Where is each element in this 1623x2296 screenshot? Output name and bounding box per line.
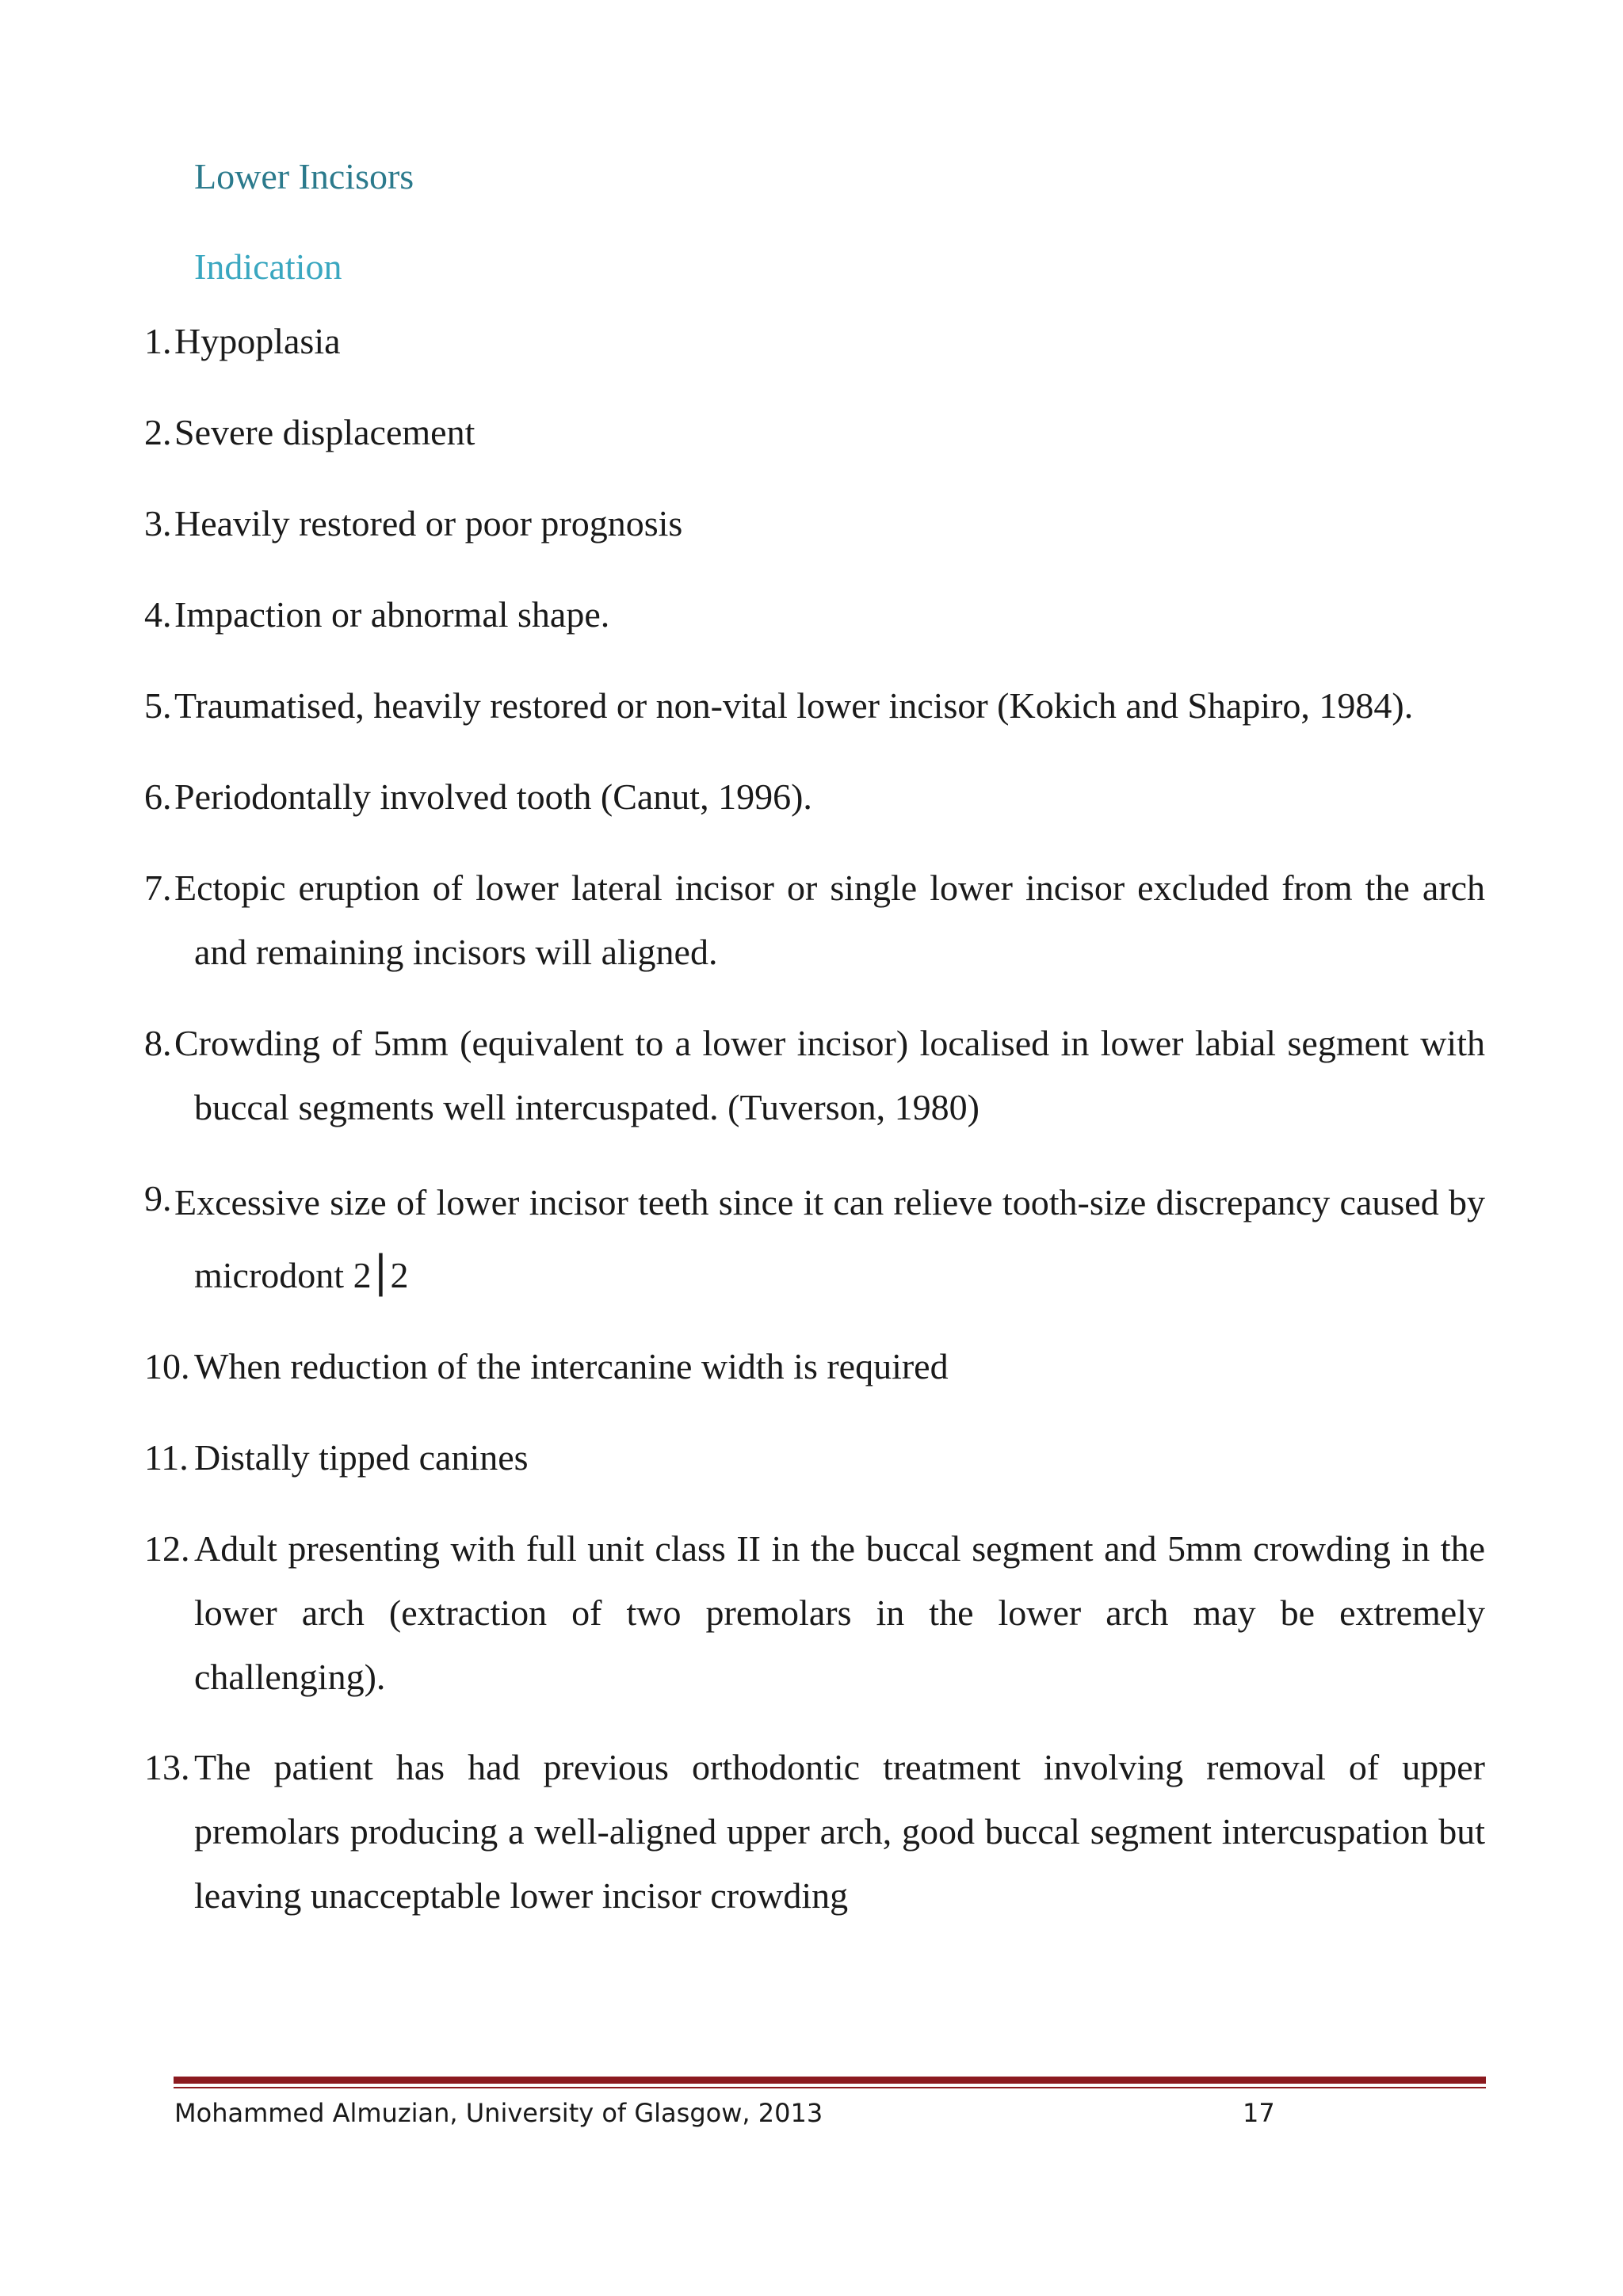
list-item (144, 765, 1485, 829)
item-text: The patient has had previous orthodontic treatment involving removal of upper premolars producing a well-aligned upper arch, good buccal segment intercuspation but leaving unacceptable lower incisor crowding (194, 1747, 1485, 1916)
item-number: 2. (144, 412, 172, 452)
item-number: 9. (144, 1178, 172, 1219)
item-text: Ectopic eruption of lower lateral incisor or single lower incisor excluded from the arch and remaining incisors will aligned. (174, 868, 1485, 972)
item-text: Traumatised, heavily restored or non-vital lower incisor (Kokich and Shapiro, 1984). (174, 685, 1414, 726)
item-number: 1. (144, 321, 172, 361)
item-number: 3. (144, 503, 172, 543)
item-text: Severe displacement (174, 412, 475, 452)
item-number: 6. (144, 776, 172, 817)
list-item (144, 1166, 1485, 1312)
item-text: Impaction or abnormal shape. (174, 594, 610, 635)
list-item (144, 309, 1485, 373)
list-item (144, 1516, 1485, 1709)
item-text: When reduction of the intercanine width is required (194, 1346, 949, 1386)
list-item (144, 673, 1485, 738)
item-number: 5. (144, 685, 172, 726)
list-item (144, 491, 1485, 555)
item-text: Hypoplasia (174, 321, 341, 361)
list-item (144, 856, 1485, 984)
footer-divider-thin (174, 2087, 1486, 2088)
item-number: 11. (144, 1437, 189, 1478)
item-text: Crowding of 5mm (equivalent to a lower incisor) localised in lower labial segment with buccal segments well intercuspated. (Tuverson, 1980) (174, 1023, 1485, 1127)
footer-author: Mohammed Almuzian, University of Glasgow, 2013 (174, 2098, 823, 2128)
item-text: Heavily restored or poor prognosis (174, 503, 683, 543)
list-item (144, 1011, 1485, 1139)
item-number: 4. (144, 594, 172, 635)
list-item (144, 1425, 1485, 1489)
item-number: 8. (144, 1023, 172, 1063)
subsection-title: Indication (194, 246, 342, 287)
item-number: 10. (144, 1346, 190, 1386)
list-item (144, 400, 1485, 464)
list-item (144, 1334, 1485, 1398)
footer-divider (174, 2077, 1486, 2084)
item-number: 12. (144, 1528, 190, 1569)
item-text: Periodontally involved tooth (Canut, 1996). (174, 776, 812, 817)
item-number: 13. (144, 1747, 190, 1787)
list-item (144, 582, 1485, 646)
list-item (144, 1735, 1485, 1928)
item-text: Adult presenting with full unit class II in the buccal segment and 5mm crowding in the lower arch (extraction of two premolars in the lower arch may be extremely challenging). (194, 1528, 1485, 1697)
item-number: 7. (144, 868, 172, 908)
page-number: 17 (1243, 2098, 1275, 2128)
section-title: Lower Incisors (194, 156, 414, 196)
item-text: Excessive size of lower incisor teeth since it can relieve tooth-size discrepancy caused by microdont 2⎮2 (174, 1182, 1485, 1295)
item-text: Distally tipped canines (194, 1437, 529, 1478)
